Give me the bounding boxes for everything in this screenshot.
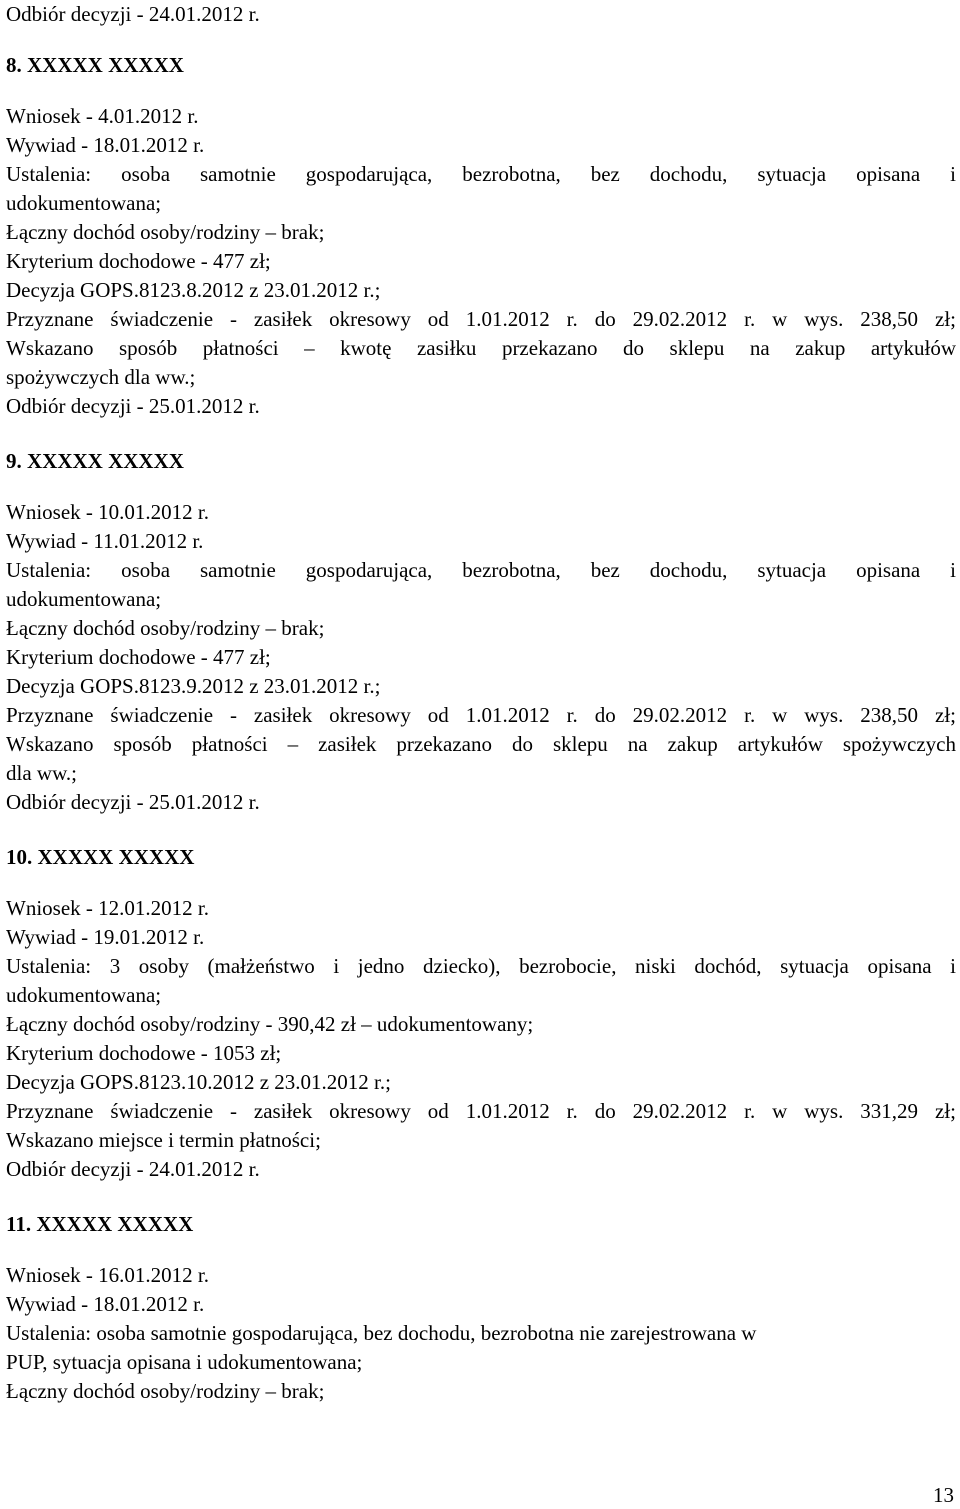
findings-line-cont: PUP, sytuacja opisana i udokumentowana; [6, 1350, 363, 1374]
application-date: Wniosek - 12.01.2012 r. [6, 896, 209, 920]
interview-date: Wywiad - 11.01.2012 r. [6, 529, 204, 553]
findings-line: Ustalenia: osoba samotnie gospodarująca, bez dochodu, bezrobotna nie zarejestrowana w [6, 1321, 757, 1345]
decision-pickup-line: Odbiór decyzji - 25.01.2012 r. [6, 394, 260, 418]
case-heading: 9. XXXXX XXXXX [6, 449, 184, 473]
page-number: 13 [933, 1483, 954, 1507]
decision-pickup-line: Odbiór decyzji - 24.01.2012 r. [6, 2, 260, 26]
income-criterion: Kryterium dochodowe - 1053 zł; [6, 1041, 282, 1065]
payment-method: Wskazano sposób płatności – kwotę zasiłku przekazano do sklepu na zakup artykułów [6, 336, 956, 360]
findings-line-cont: udokumentowana; [6, 587, 162, 611]
case-heading: 10. XXXXX XXXXX [6, 845, 195, 869]
interview-date: Wywiad - 18.01.2012 r. [6, 1292, 205, 1316]
decision-number: Decyzja GOPS.8123.9.2012 z 23.01.2012 r.; [6, 674, 381, 698]
decision-number: Decyzja GOPS.8123.8.2012 z 23.01.2012 r.; [6, 278, 381, 302]
findings-line-cont: udokumentowana; [6, 983, 162, 1007]
granted-benefit: Przyznane świadczenie - zasiłek okresowy od 1.01.2012 r. do 29.02.2012 r. w wys. 331,29 zł; [6, 1099, 956, 1123]
total-income: Łączny dochód osoby/rodziny – brak; [6, 616, 325, 640]
payment-method: Wskazano sposób płatności – zasiłek przekazano do sklepu na zakup artykułów spożywczych [6, 732, 956, 756]
case-heading: 8. XXXXX XXXXX [6, 53, 184, 77]
payment-method-cont: spożywczych dla ww.; [6, 365, 196, 389]
payment-method-cont: dla ww.; [6, 761, 77, 785]
interview-date: Wywiad - 18.01.2012 r. [6, 133, 205, 157]
document-page [6, 0, 956, 1406]
application-date: Wniosek - 10.01.2012 r. [6, 500, 209, 524]
findings-line: Ustalenia: osoba samotnie gospodarująca, bezrobotna, bez dochodu, sytuacja opisana i [6, 162, 956, 186]
case-heading: 11. XXXXX XXXXX [6, 1212, 194, 1236]
income-criterion: Kryterium dochodowe - 477 zł; [6, 249, 271, 273]
granted-benefit: Przyznane świadczenie - zasiłek okresowy od 1.01.2012 r. do 29.02.2012 r. w wys. 238,50 zł; [6, 703, 956, 727]
income-criterion: Kryterium dochodowe - 477 zł; [6, 645, 271, 669]
application-date: Wniosek - 16.01.2012 r. [6, 1263, 209, 1287]
findings-line: Ustalenia: osoba samotnie gospodarująca, bezrobotna, bez dochodu, sytuacja opisana i [6, 558, 956, 582]
decision-number: Decyzja GOPS.8123.10.2012 z 23.01.2012 r.; [6, 1070, 391, 1094]
interview-date: Wywiad - 19.01.2012 r. [6, 925, 205, 949]
total-income: Łączny dochód osoby/rodziny – brak; [6, 1379, 325, 1403]
payment-method: Wskazano miejsce i termin płatności; [6, 1128, 321, 1152]
findings-line: Ustalenia: 3 osoby (małżeństwo i jedno dziecko), bezrobocie, niski dochód, sytuacja opisana i [6, 954, 956, 978]
application-date: Wniosek - 4.01.2012 r. [6, 104, 199, 128]
granted-benefit: Przyznane świadczenie - zasiłek okresowy od 1.01.2012 r. do 29.02.2012 r. w wys. 238,50 zł; [6, 307, 956, 331]
decision-pickup-line: Odbiór decyzji - 24.01.2012 r. [6, 1157, 260, 1181]
findings-line-cont: udokumentowana; [6, 191, 162, 215]
total-income: Łączny dochód osoby/rodziny – brak; [6, 220, 325, 244]
decision-pickup-line: Odbiór decyzji - 25.01.2012 r. [6, 790, 260, 814]
total-income: Łączny dochód osoby/rodziny - 390,42 zł – udokumentowany; [6, 1012, 534, 1036]
